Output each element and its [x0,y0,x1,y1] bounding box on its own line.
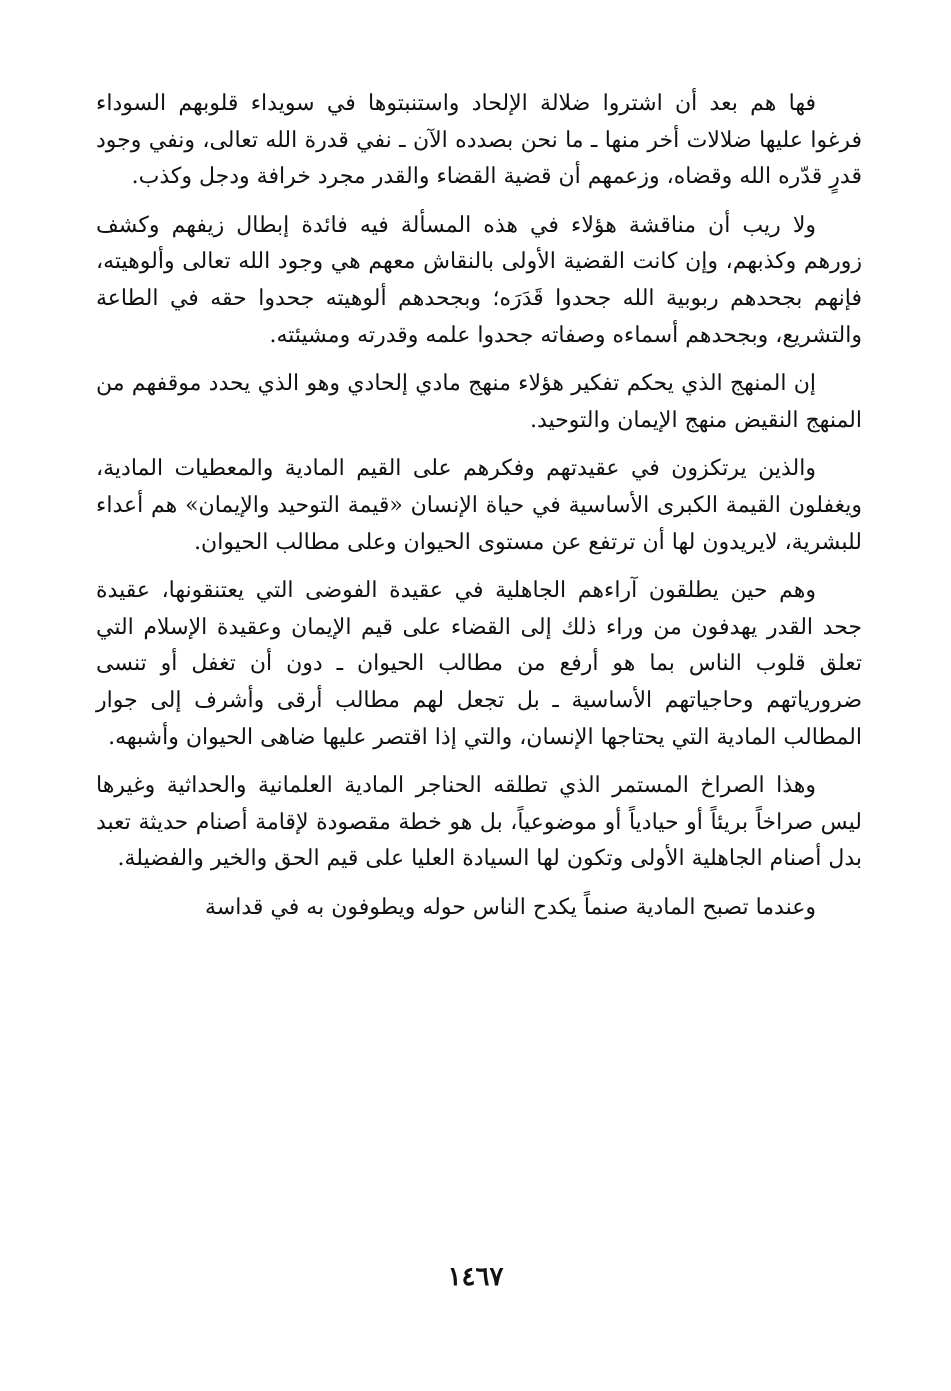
paragraph-4: والذين يرتكزون في عقيدتهم وفكرهم على القيم المادية والمعطيات المادية، ويغفلون القيمة الكبرى الأساسية في حياة الإنسان «قيمة التوحيد والإيمان» هم أعداء للبشرية، لايريدون لها أن ترتفع عن مستوى الحيوان وعلى مطالب الحيوان. [96,456,862,555]
document-body [96,86,862,938]
paragraph-1: فها هم بعد أن اشتروا ضلالة الإلحاد واستنبتوها في سويداء قلوبهم السوداء فرغوا عليها ضلالات أخر منها ـ ما نحن بصدده الآن ـ نفي قدرة الله تعالى، ونفي وجود قدرٍ قدّره الله وقضاه، وزعمهم أن قضية القضاء والقدر مجرد خرافة ودجل وكذب. [96,91,862,190]
paragraph-7: وعندما تصبح المادية صنماً يكدح الناس حوله ويطوفون به في قداسة [205,894,816,920]
paragraph-6: وهذا الصراخ المستمر الذي تطلقه الحناجر المادية العلمانية والحداثية وغيرها ليس صراخاً بريئاً أو حيادياً أو موضوعياً، بل هو خطة مقصودة لإقامة أصنام حديثة تعبد بدل أصنام الجاهلية الأولى وتكون لها السيادة العليا على قيم الحق والخير والفضيلة. [96,773,862,872]
page-number: ١٤٦٧ [447,1262,504,1292]
paragraph-3: إن المنهج الذي يحكم تفكير هؤلاء منهج مادي إلحادي وهو الذي يحدد موقفهم من المنهج النقيض منهج الإيمان والتوحيد. [96,371,862,433]
paragraph-2: ولا ريب أن مناقشة هؤلاء في هذه المسألة فيه فائدة إبطال زيفهم وكشف زورهم وكذبهم، وإن كانت القضية الأولى بالنقاش معهم هي وجود الله تعالى وألوهيته، فإنهم بجحدهم ربوبية الله جحدوا قَدَرَه؛ وبجحدهم ألوهيته جحدوا حقه في الطاعة والتشريع، وبجحدهم أسماءه وصفاته جحدوا علمه وقدرته ومشيئته. [96,212,862,348]
paragraph-5: وهم حين يطلقون آراءهم الجاهلية في عقيدة الفوضى التي يعتنقونها، عقيدة جحد القدر يهدفون من وراء ذلك إلى القضاء على قيم الإيمان وعقيدة الإسلام التي تعلق قلوب الناس بما هو أرفع من مطالب الحيوان ـ دون أن تغفل أو تنسى ضرورياتهم وحاجياتهم الأساسية ـ بل تجعل لهم مطالب أرقى وأشرف إلى جوار المطالب المادية التي يحتاجها الإنسان، والتي إذا اقتصر عليها ضاهى الحيوان وأشبهه. [96,578,862,750]
